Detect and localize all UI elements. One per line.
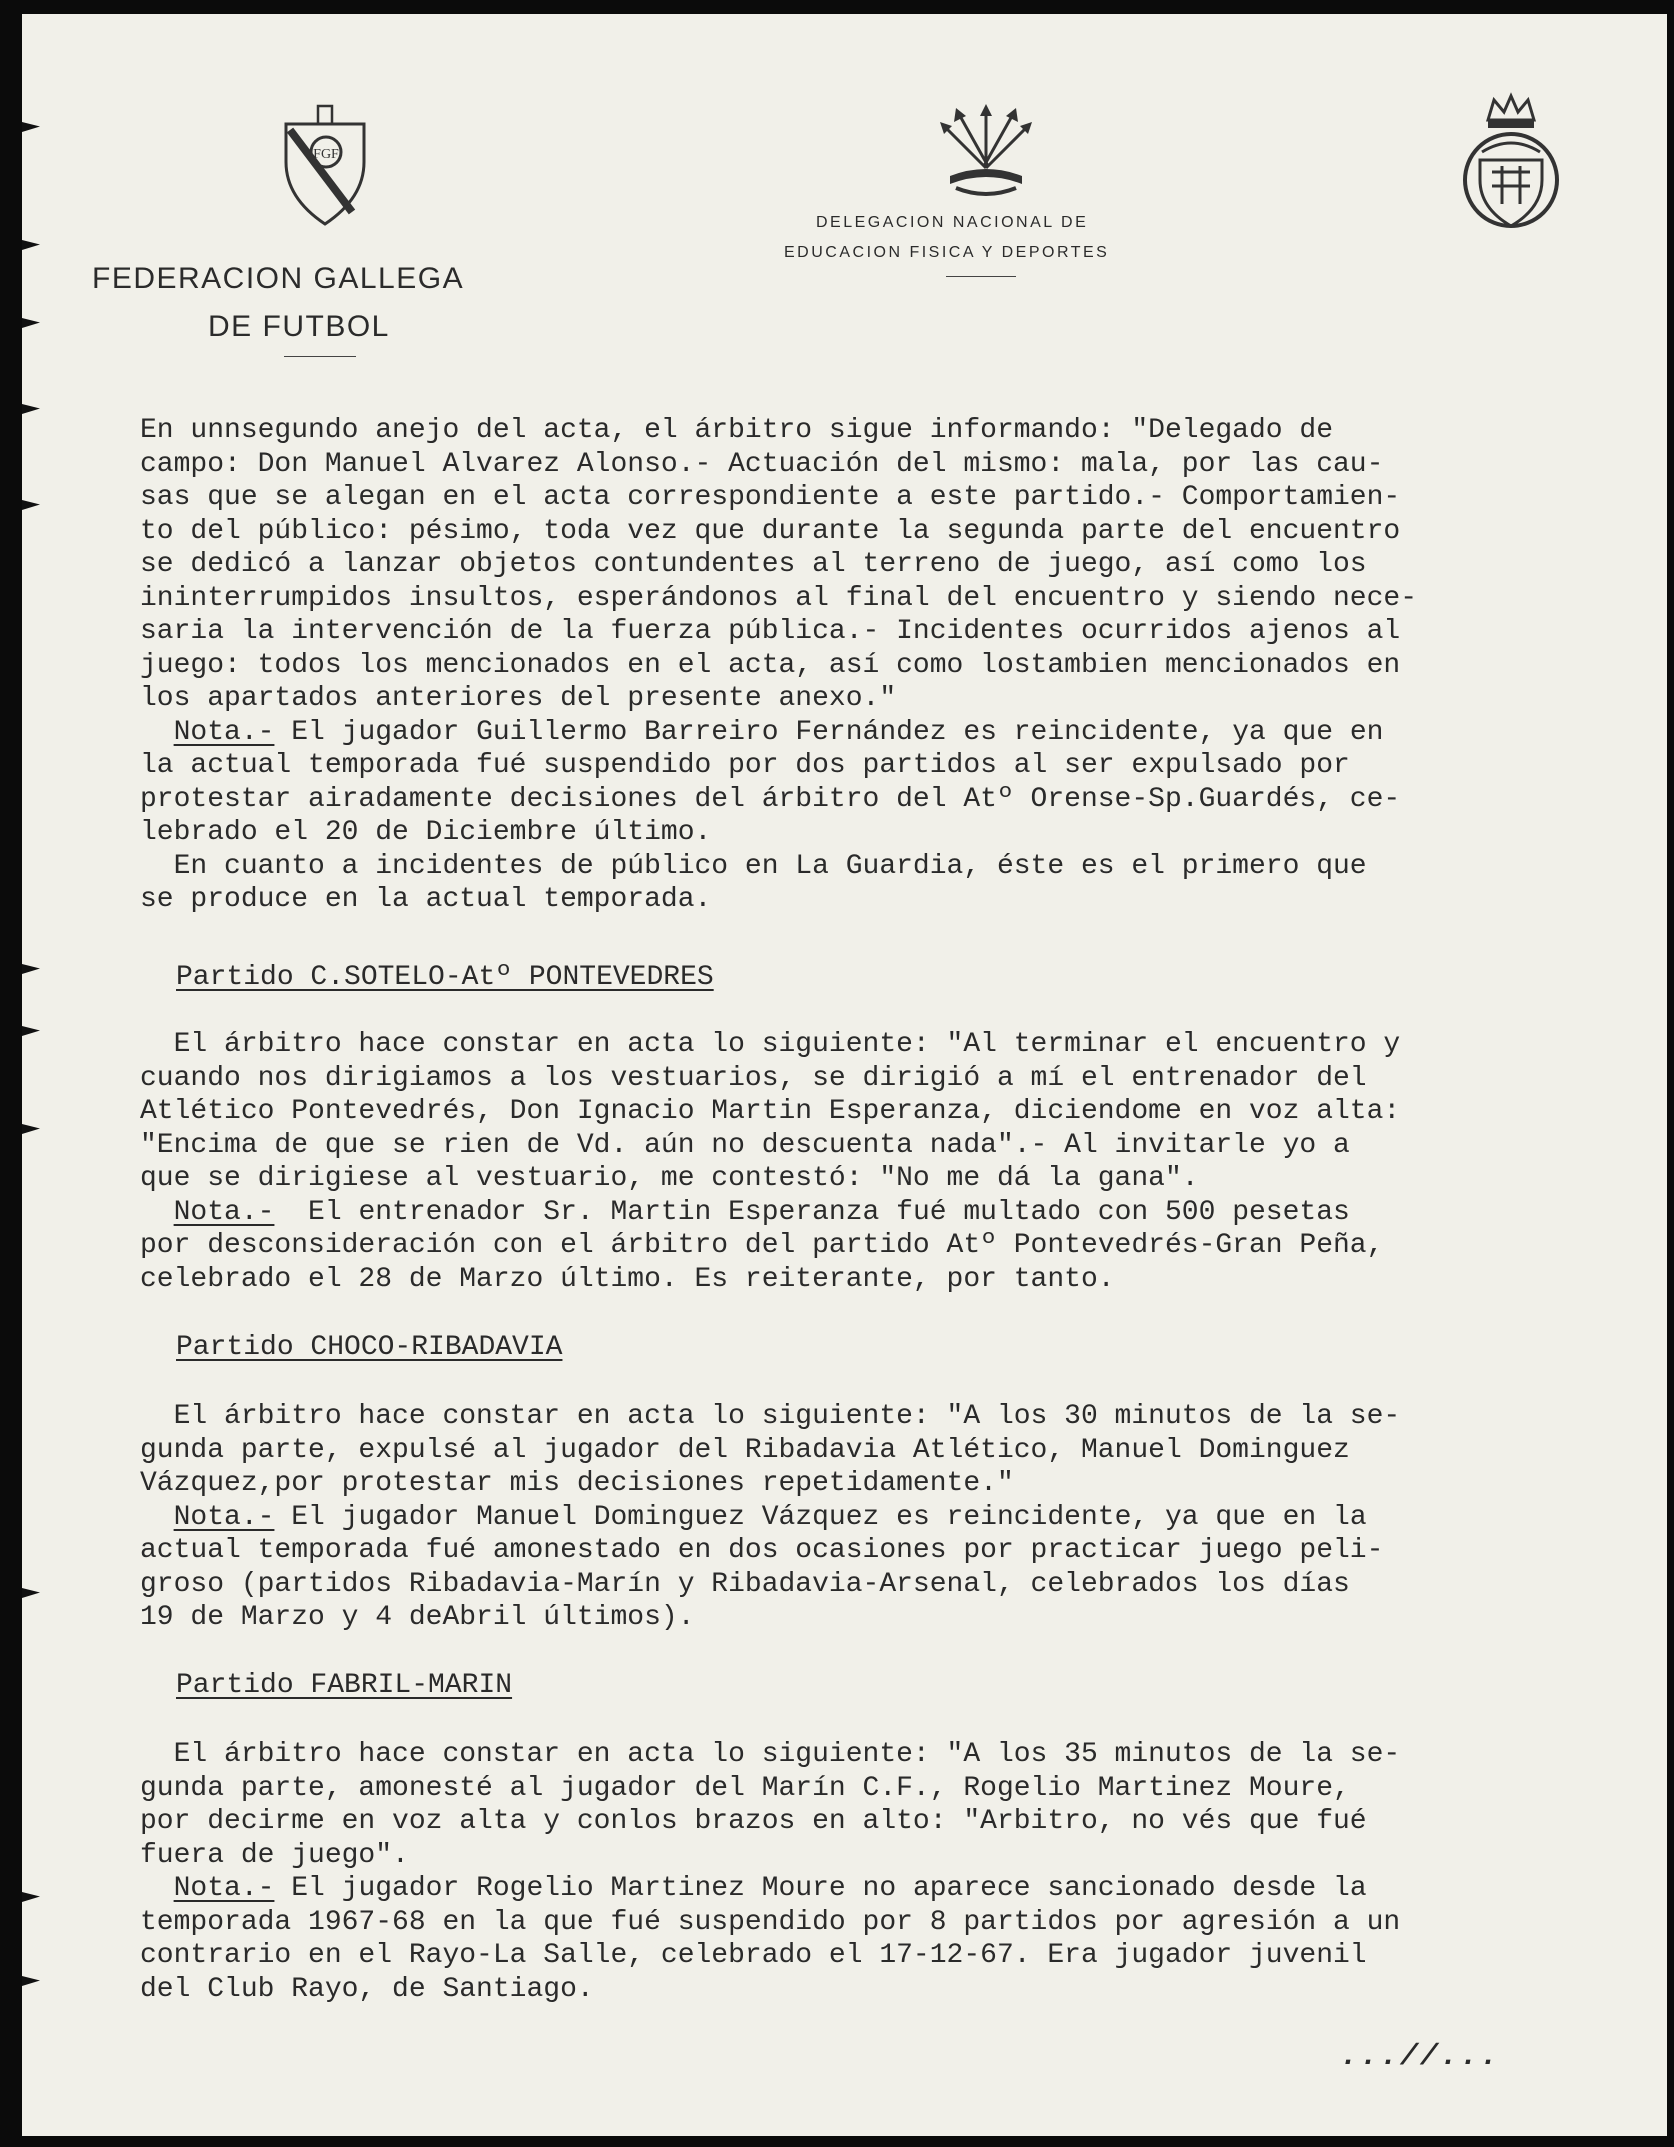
text-line: cuando nos dirigiamos a los vestuarios, se dirigió a mí el entrenador del: [140, 1062, 1367, 1094]
text-line: "Encima de que se rien de Vd. aún no descuenta nada".- Al invitarle yo a: [140, 1129, 1350, 1161]
note-line: [140, 716, 1660, 750]
binding-hole: [22, 240, 40, 250]
note-text: El jugador Manuel Dominguez Vázquez es reincidente, ya que en la: [274, 1501, 1367, 1533]
text-line: juego: todos los mencionados en el acta, así como lostambien mencionados en: [140, 649, 1401, 681]
continuation-mark: ...//...: [1340, 2040, 1501, 2074]
text-line: to del público: pésimo, toda vez que durante la segunda parte del encuentro: [140, 515, 1401, 547]
section-body: [140, 1028, 1660, 1296]
text-line: por desconsideración con el árbitro del partido Atº Pontevedrés-Gran Peña,: [140, 1230, 1384, 1261]
yoke-and-arrows-icon: [938, 104, 1034, 204]
section-heading: Partido C.SOTELO-Atº PONTEVEDRES: [176, 962, 714, 993]
federation-name-line1: FEDERACION GALLEGA: [92, 262, 465, 295]
binding-hole: [22, 500, 40, 510]
section-body: [140, 1738, 1660, 2006]
text-line: fuera de juego".: [140, 1839, 409, 1871]
text-line: En cuanto a incidentes de público en La Guardia, éste es el primero que: [140, 850, 1367, 882]
note-line: [140, 1196, 1660, 1230]
text-line: la actual temporada fué suspendido por dos partidos al ser expulsado por: [140, 750, 1350, 781]
text-line: temporada 1967-68 en la que fué suspendido por 8 partidos por agresión a un: [140, 1906, 1401, 1938]
text-line: 19 de Marzo y 4 deAbril últimos).: [140, 1602, 695, 1633]
delegation-name-line1: DELEGACION NACIONAL DE: [816, 214, 1089, 231]
note-label: Nota.-: [173, 716, 275, 748]
text-line: gunda parte, expulsé al jugador del Ribadavia Atlético, Manuel Dominguez: [140, 1434, 1350, 1466]
note-text: El jugador Rogelio Martinez Moure no aparece sancionado desde la: [274, 1873, 1367, 1904]
header-divider: [284, 356, 356, 357]
binding-hole: [22, 122, 40, 132]
text-line: gunda parte, amonesté al jugador del Marín C.F., Rogelio Martinez Moure,: [140, 1772, 1350, 1804]
note-label: Nota.-: [173, 1196, 275, 1228]
binding-hole: [22, 1892, 40, 1902]
text-line: se produce en la actual temporada.: [140, 884, 712, 915]
text-line: En unnsegundo anejo del acta, el árbitro sigue informando: "Delegado de: [140, 415, 1333, 446]
note-line: [140, 1501, 1660, 1535]
text-line: lebrado el 20 de Diciembre último.: [140, 817, 712, 848]
note-label: Nota.-: [173, 1501, 275, 1533]
text-line: del Club Rayo, de Santiago.: [140, 1973, 594, 2005]
text-line: El árbitro hace constar en acta lo siguiente: "A los 35 minutos de la se-: [140, 1739, 1401, 1770]
note-text: El entrenador Sr. Martin Esperanza fué multado con 500 pesetas: [274, 1196, 1350, 1228]
binding-hole: [22, 1124, 40, 1134]
intro-paragraph: [140, 414, 1660, 917]
text-line: por decirme en voz alta y conlos brazos en alto: "Arbitro, no vés que fué: [140, 1806, 1367, 1837]
text-line: celebrado el 28 de Marzo último. Es reiterante, por tanto.: [140, 1263, 1115, 1295]
text-line: ininterrumpidos insultos, esperándonos al final del encuentro y siendo nece-: [140, 582, 1418, 614]
text-line: El árbitro hace constar en acta lo siguiente: "Al terminar el encuentro y: [140, 1029, 1401, 1060]
text-line: los apartados anteriores del presente anexo.": [140, 683, 897, 714]
note-label: Nota.-: [173, 1873, 275, 1904]
crowned-football-crest-icon: [1456, 90, 1566, 240]
federation-shield-icon: [280, 100, 370, 230]
text-line: Vázquez,por protestar mis decisiones repetidamente.": [140, 1468, 1014, 1499]
binding-hole: [22, 1976, 40, 1986]
delegation-name-line2: EDUCACION FISICA Y DEPORTES: [784, 244, 1110, 261]
section-body: [140, 1400, 1660, 1635]
header-divider: [946, 276, 1016, 277]
text-line: se dedicó a lanzar objetos contundentes al terreno de juego, así como los: [140, 549, 1367, 580]
note-line: [140, 1872, 1660, 1906]
document-page: [22, 14, 1667, 2136]
svg-text:FGF: FGF: [313, 147, 339, 162]
binding-hole: [22, 1588, 40, 1598]
text-line: groso (partidos Ribadavia-Marín y Ribadavia-Arsenal, celebrados los días: [140, 1568, 1350, 1600]
text-line: El árbitro hace constar en acta lo siguiente: "A los 30 minutos de la se-: [140, 1401, 1401, 1432]
text-line: actual temporada fué amonestado en dos ocasiones por practicar juego peli-: [140, 1535, 1384, 1566]
section-heading: Partido FABRIL-MARIN: [176, 1670, 513, 1701]
federation-name-line2: DE FUTBOL: [208, 310, 390, 343]
text-line: sas que se alegan en el acta correspondiente a este partido.- Comportamien-: [140, 482, 1401, 513]
text-line: saria la intervención de la fuerza pública.- Incidentes ocurridos ajenos al: [140, 616, 1401, 647]
text-line: que se dirigiese al vestuario, me contestó: "No me dá la gana".: [140, 1163, 1199, 1194]
section-heading: Partido CHOCO-RIBADAVIA: [176, 1332, 563, 1363]
text-line: Atlético Pontevedrés, Don Ignacio Martin Esperanza, diciendome en voz alta:: [140, 1096, 1401, 1127]
binding-hole: [22, 1026, 40, 1036]
binding-hole: [22, 404, 40, 414]
text-line: protestar airadamente decisiones del árbitro del Atº Orense-Sp.Guardés, ce-: [140, 783, 1401, 815]
text-line: contrario en el Rayo-La Salle, celebrado el 17-12-67. Era jugador juvenil: [140, 1940, 1367, 1971]
binding-hole: [22, 318, 40, 328]
text-line: campo: Don Manuel Alvarez Alonso.- Actuación del mismo: mala, por las cau-: [140, 448, 1384, 480]
binding-hole: [22, 964, 40, 974]
note-text: El jugador Guillermo Barreiro Fernández es reincidente, ya que en: [274, 716, 1384, 748]
